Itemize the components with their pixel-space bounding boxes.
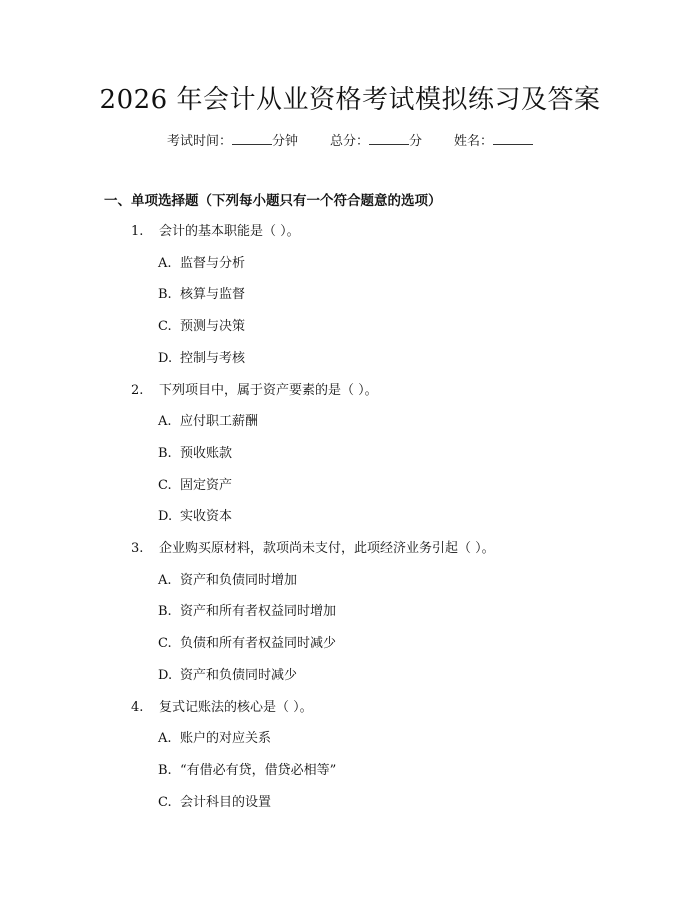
option-letter: C. [158, 477, 172, 493]
option-letter: B. [158, 287, 172, 303]
option-letter: D. [158, 667, 173, 683]
option-letter: A. [158, 731, 172, 747]
option-text: 账户的对应关系 [180, 731, 272, 747]
exam-time-blank [232, 130, 272, 145]
document-title: 2026 年会计从业资格考试模拟练习及答案 [99, 85, 601, 115]
question-3-option-b [158, 602, 336, 622]
option-text: 固定资产 [180, 477, 233, 493]
section-heading: 一、单项选择题（下列每小题只有一个符合题意的选项） [104, 193, 442, 209]
question-2-option-b [158, 444, 232, 464]
option-text: 负债和所有者权益同时减少 [180, 636, 337, 652]
question-1-option-b [158, 285, 245, 305]
question-text: 复式记账法的核心是（ ）。 [159, 699, 313, 715]
question-number: 2. [131, 382, 144, 398]
option-text: 资产和负债同时增加 [180, 572, 298, 588]
total-score-unit: 分 [409, 134, 423, 149]
question-4-option-a [158, 729, 271, 749]
total-score-blank [369, 130, 409, 145]
option-text: 控制与考核 [180, 350, 246, 366]
name-field [454, 134, 533, 149]
question-1 [131, 222, 300, 242]
option-text: 应付职工薪酬 [180, 414, 259, 430]
question-text: 下列项目中，属于资产要素的是（ ）。 [159, 382, 378, 398]
question-2-option-c [158, 476, 232, 496]
name-label: 姓名： [454, 134, 494, 149]
option-letter: B. [158, 604, 172, 620]
question-number: 3. [131, 541, 144, 556]
option-text: 资产和负债同时减少 [180, 667, 298, 683]
option-text: 预测与决策 [180, 319, 246, 335]
option-letter: B. [158, 762, 172, 778]
question-1-option-a [158, 254, 245, 274]
question-2-option-a [158, 412, 258, 432]
option-letter: B. [158, 445, 172, 461]
question-1-option-c [158, 317, 245, 337]
option-text: 核算与监督 [180, 287, 246, 303]
exam-meta-line [0, 130, 700, 152]
question-2-option-d [158, 507, 232, 527]
question-2 [131, 381, 378, 401]
option-text: 会计科目的设置 [180, 794, 272, 810]
question-3-option-a [158, 571, 297, 591]
exam-time-field [167, 134, 298, 149]
total-score-label: 总分： [329, 134, 369, 149]
option-letter: A. [158, 255, 172, 271]
question-4-option-c [158, 793, 271, 813]
option-letter: A. [158, 414, 172, 430]
option-letter: D. [158, 350, 173, 366]
option-text: 预收账款 [180, 445, 233, 461]
question-1-option-d [158, 349, 245, 369]
option-letter: C. [158, 319, 172, 335]
exam-time-label: 考试时间： [166, 134, 232, 149]
option-letter: D. [158, 509, 173, 525]
question-3-option-c [158, 634, 336, 654]
question-text: 会计的基本职能是（ ）。 [159, 224, 300, 239]
question-number: 1. [131, 224, 144, 239]
question-4-option-b [158, 761, 336, 781]
option-letter: C. [158, 636, 172, 652]
question-3 [131, 539, 495, 559]
question-text: 企业购买原材料，款项尚未支付，此项经济业务引起（ ）。 [159, 541, 495, 556]
question-4 [131, 698, 313, 718]
name-blank [493, 130, 533, 145]
option-text: 监督与分析 [180, 255, 246, 271]
exam-time-unit: 分钟 [271, 134, 298, 149]
total-score-field [330, 134, 422, 149]
question-number: 4. [131, 699, 144, 715]
option-text: 资产和所有者权益同时增加 [180, 604, 337, 620]
option-letter: A. [158, 572, 172, 588]
question-3-option-d [158, 666, 297, 686]
option-text: 实收资本 [180, 509, 233, 525]
option-text: “有借必有贷，借贷必相等” [180, 762, 337, 778]
option-letter: C. [158, 794, 172, 810]
